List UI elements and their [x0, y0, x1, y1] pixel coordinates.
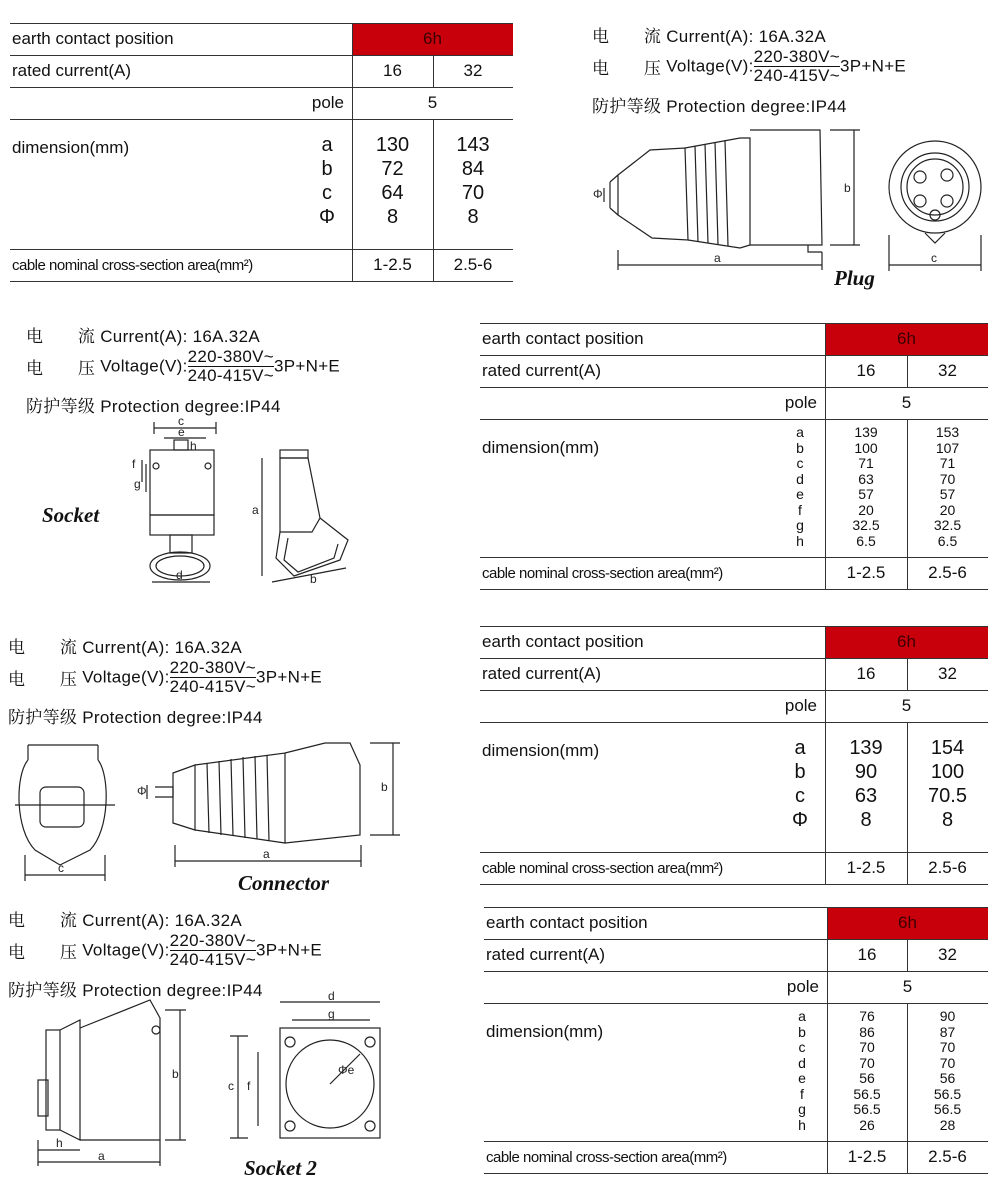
dim-value-32: 70 — [939, 1039, 956, 1055]
voltage-top: 220-380V~ — [187, 347, 274, 366]
dim-key: c — [798, 1039, 806, 1055]
dim-value-32: 153 — [935, 424, 960, 440]
socket2-dim-f: f — [247, 1079, 251, 1093]
socket-dim-g: g — [134, 477, 141, 491]
connector-dim-phi: Φ — [137, 784, 147, 798]
current-label: Current(A): — [100, 327, 188, 346]
protection-label: Protection degree: — [82, 981, 227, 1000]
socket2-caption: Socket 2 — [244, 1156, 317, 1180]
protection-line — [592, 92, 847, 117]
dim-key: a — [796, 424, 804, 440]
connector-caption: Connector — [238, 871, 330, 895]
earth-label: earth contact position — [482, 632, 644, 651]
plug-dim-c: c — [931, 251, 937, 265]
pole-value: 5 — [901, 393, 912, 412]
dim-value-16: 76 — [859, 1008, 875, 1024]
earth-value: 6h — [825, 626, 988, 658]
pole-label: pole — [784, 393, 817, 412]
protection-zh: 防护等级 — [26, 397, 96, 416]
voltage-suffix: 3P+N+E — [274, 356, 341, 376]
rating-32: 32 — [938, 361, 957, 380]
dim-value-32: 8 — [467, 206, 479, 228]
dim-value-32: 70 — [461, 182, 485, 204]
pole-label: pole — [311, 93, 344, 112]
rated-label: rated current(A) — [486, 945, 606, 964]
dim-value-16: 130 — [375, 134, 410, 156]
pole-value: 5 — [427, 93, 438, 112]
connector-side-drawing — [135, 735, 415, 870]
dim-value-32: 143 — [456, 134, 490, 156]
socket-dim-h: h — [190, 439, 197, 453]
dim-32-column — [433, 133, 513, 229]
dim-key: c — [322, 182, 332, 204]
voltage-suffix: 3P+N+E — [840, 56, 907, 76]
socket-caption: Socket — [42, 503, 100, 527]
current-zh: 电 流 — [592, 27, 662, 46]
socket-dim-d: d — [176, 568, 183, 582]
dim-16-column — [825, 425, 907, 549]
socket-side-drawing — [250, 448, 360, 623]
dimension-label: dimension(mm) — [12, 138, 130, 157]
dim-keys-column — [785, 425, 815, 549]
dim-value-16: 63 — [854, 785, 878, 807]
current-value: 16A.32A — [758, 27, 826, 46]
socket-dim-c: c — [178, 414, 184, 428]
dim-key: b — [794, 761, 806, 783]
dim-value-32: 56.5 — [933, 1101, 962, 1117]
earth-label: earth contact position — [12, 29, 174, 48]
cable-16: 1-2.5 — [847, 1147, 887, 1166]
cable-16: 1-2.5 — [373, 255, 412, 274]
dim-key: h — [796, 532, 804, 549]
dim-value-16: 139 — [854, 424, 878, 440]
dim-value-16: 64 — [381, 182, 404, 204]
dim-value-16: 26 — [859, 1116, 875, 1133]
dim-32-column — [907, 425, 988, 549]
rating-16: 16 — [857, 945, 877, 964]
protection-zh: 防护等级 — [592, 97, 662, 116]
dim-value-32: 71 — [939, 455, 956, 471]
dim-value-16: 8 — [860, 809, 872, 831]
dim-value-16: 70 — [859, 1039, 875, 1055]
voltage-top: 220-380V~ — [169, 658, 256, 677]
cable-32: 2.5-6 — [928, 563, 967, 582]
voltage-suffix: 3P+N+E — [256, 667, 323, 687]
pole-value: 5 — [901, 696, 912, 715]
socket-dim-b: b — [310, 572, 317, 586]
dim-value-32: 87 — [939, 1023, 956, 1040]
current-label: Current(A): — [82, 911, 170, 930]
dim-value-16: 63 — [858, 470, 874, 487]
plug-dim-a: a — [714, 251, 721, 265]
protection-label: Protection degree: — [100, 397, 245, 416]
voltage-fraction — [188, 348, 274, 385]
connector-dim-c: c — [58, 861, 64, 875]
voltage-bottom: 240-415V~ — [169, 950, 256, 969]
socket2-side-drawing — [10, 1000, 220, 1170]
voltage-label: Voltage(V): — [100, 356, 188, 376]
protection-label: Protection degree: — [666, 97, 811, 116]
voltage-suffix: 3P+N+E — [256, 940, 323, 960]
current-value: 16A.32A — [174, 638, 242, 657]
dim-key: Φ — [792, 809, 808, 831]
voltage-bottom: 240-415V~ — [753, 66, 840, 85]
dim-value-32: 154 — [930, 737, 965, 759]
voltage-line — [592, 48, 906, 85]
current-zh: 电 流 — [8, 911, 78, 930]
protection-label: Protection degree: — [82, 708, 227, 727]
current-zh: 电 流 — [26, 327, 96, 346]
voltage-line — [26, 348, 340, 385]
rating-16: 16 — [383, 61, 402, 80]
plug-side-drawing — [590, 120, 880, 270]
socket-front-drawing — [130, 416, 240, 591]
protection-value: IP44 — [226, 981, 263, 1000]
connector-dim-b: b — [381, 780, 388, 794]
dim-16-column — [352, 133, 433, 229]
socket2-dim-b: b — [172, 1067, 179, 1081]
dim-value-16: 56 — [859, 1070, 875, 1086]
dim-keys-column — [312, 133, 342, 229]
dim-value-16: 72 — [381, 158, 404, 180]
dim-value-16: 86 — [859, 1023, 875, 1040]
dim-key: b — [796, 439, 804, 456]
voltage-top: 220-380V~ — [753, 47, 840, 66]
dim-key: a — [794, 737, 806, 759]
dim-key: g — [796, 517, 804, 533]
dim-value-16: 139 — [849, 737, 883, 759]
dim-key: b — [321, 158, 333, 180]
socket2-dim-e: Φe — [338, 1063, 355, 1077]
rating-32: 32 — [938, 664, 957, 683]
dim-value-32: 70.5 — [928, 785, 967, 807]
voltage-label: Voltage(V): — [666, 56, 754, 76]
pole-label: pole — [784, 696, 817, 715]
dim-key: a — [321, 134, 333, 156]
dim-value-32: 32.5 — [933, 517, 962, 533]
cable-label: cable nominal cross-section area(mm²) — [482, 859, 723, 877]
socket-dim-f: f — [132, 457, 136, 471]
protection-value: IP44 — [226, 708, 263, 727]
dim-key: d — [796, 470, 804, 487]
dim-value-32: 107 — [935, 439, 960, 456]
current-value: 16A.32A — [192, 327, 260, 346]
pole-value: 5 — [902, 977, 913, 996]
socket2-dim-d: d — [328, 989, 335, 1003]
dim-key: g — [798, 1101, 806, 1117]
earth-label: earth contact position — [486, 913, 648, 932]
earth-value: 6h — [352, 23, 513, 55]
dim-key: f — [800, 1085, 804, 1102]
socket2-dim-g: g — [328, 1007, 335, 1021]
plug-dim-phi: Φ — [593, 187, 603, 201]
earth-value: 6h — [825, 323, 988, 355]
socket2-dim-c: c — [228, 1079, 234, 1093]
dim-32-column — [907, 1009, 988, 1133]
dim-key: a — [798, 1008, 806, 1024]
dim-key: f — [798, 501, 802, 518]
dim-value-32: 70 — [939, 1054, 956, 1071]
dim-value-32: 57 — [939, 486, 956, 502]
dim-value-16: 20 — [858, 501, 874, 518]
socket-dim-a: a — [252, 503, 259, 517]
cable-label: cable nominal cross-section area(mm²) — [12, 256, 253, 274]
current-value: 16A.32A — [174, 911, 242, 930]
earth-value: 6h — [827, 907, 988, 939]
voltage-bottom: 240-415V~ — [187, 366, 274, 385]
dim-key: c — [796, 455, 804, 471]
cable-32: 2.5-6 — [928, 1147, 967, 1166]
cable-label: cable nominal cross-section area(mm²) — [486, 1148, 727, 1166]
voltage-label: Voltage(V): — [82, 667, 170, 687]
rating-32: 32 — [463, 61, 483, 80]
voltage-fraction — [170, 659, 256, 696]
dim-value-32: 100 — [930, 761, 965, 783]
dim-value-32: 56 — [939, 1070, 956, 1086]
dim-key: c — [795, 785, 805, 807]
protection-zh: 防护等级 — [8, 708, 78, 727]
cable-16: 1-2.5 — [846, 563, 886, 582]
dim-key: e — [798, 1070, 806, 1086]
plug-dim-b: b — [844, 181, 851, 195]
dim-key: b — [798, 1023, 806, 1040]
plug-caption: Plug — [834, 266, 875, 290]
dim-value-16: 8 — [386, 206, 399, 228]
current-line — [26, 322, 260, 347]
current-label: Current(A): — [82, 638, 170, 657]
dim-value-16: 70 — [859, 1054, 875, 1071]
pole-label: pole — [786, 977, 819, 996]
dim-key: Φ — [319, 206, 335, 228]
dim-value-32: 70 — [939, 470, 956, 487]
current-line — [592, 22, 826, 47]
voltage-line — [8, 659, 322, 696]
cable-label: cable nominal cross-section area(mm²) — [482, 564, 723, 582]
dimension-label: dimension(mm) — [482, 438, 600, 457]
voltage-zh: 电 压 — [8, 670, 78, 689]
dim-32-column — [907, 736, 988, 832]
dim-value-16: 90 — [854, 761, 878, 783]
rated-label: rated current(A) — [482, 664, 602, 683]
current-line — [8, 906, 242, 931]
plug-front-drawing — [885, 125, 985, 275]
rating-16: 16 — [856, 361, 876, 380]
current-zh: 电 流 — [8, 638, 78, 657]
protection-value: IP44 — [810, 97, 847, 116]
cable-32: 2.5-6 — [453, 255, 493, 274]
dim-value-32: 8 — [941, 809, 954, 831]
current-label: Current(A): — [666, 27, 754, 46]
dim-key: e — [796, 486, 804, 502]
rated-label: rated current(A) — [482, 361, 602, 380]
dim-value-32: 84 — [461, 158, 485, 180]
voltage-label: Voltage(V): — [82, 940, 170, 960]
dim-value-16: 100 — [854, 439, 878, 456]
voltage-line — [8, 932, 322, 969]
connector-front-drawing — [10, 735, 130, 885]
dimension-label: dimension(mm) — [486, 1022, 604, 1041]
protection-line — [8, 703, 263, 728]
voltage-bottom: 240-415V~ — [169, 677, 256, 696]
dim-keys-column — [787, 1009, 817, 1133]
voltage-zh: 电 压 — [8, 943, 78, 962]
dim-key: d — [798, 1054, 806, 1071]
protection-line — [26, 392, 281, 417]
dim-value-32: 56.5 — [933, 1085, 962, 1102]
dim-value-16: 71 — [858, 455, 874, 471]
voltage-fraction — [754, 48, 840, 85]
dim-16-column — [825, 736, 907, 832]
earth-label: earth contact position — [482, 329, 644, 348]
dim-value-32: 6.5 — [937, 532, 958, 549]
cable-16: 1-2.5 — [846, 858, 886, 877]
dimension-label: dimension(mm) — [482, 741, 600, 760]
voltage-top: 220-380V~ — [169, 931, 256, 950]
rating-32: 32 — [938, 945, 957, 964]
protection-zh: 防护等级 — [8, 981, 78, 1000]
voltage-fraction — [170, 932, 256, 969]
dim-16-column — [827, 1009, 907, 1133]
dim-value-16: 57 — [858, 486, 874, 502]
dim-value-16: 56.5 — [853, 1085, 881, 1102]
dim-keys-column — [785, 736, 815, 832]
socket2-dim-a: a — [98, 1149, 105, 1163]
dim-value-32: 90 — [939, 1008, 956, 1024]
dim-value-32: 20 — [939, 501, 956, 518]
connector-dim-a: a — [263, 847, 270, 861]
voltage-zh: 电 压 — [592, 59, 662, 78]
dim-value-16: 56.5 — [853, 1101, 881, 1117]
dim-value-16: 6.5 — [856, 532, 876, 549]
cable-32: 2.5-6 — [928, 858, 967, 877]
dim-value-32: 28 — [939, 1116, 956, 1133]
dim-value-16: 32.5 — [852, 517, 880, 533]
current-line — [8, 633, 242, 658]
socket-dim-e: e — [178, 425, 185, 439]
rating-16: 16 — [856, 664, 876, 683]
voltage-zh: 电 压 — [26, 359, 96, 378]
rated-label: rated current(A) — [12, 61, 132, 80]
dim-key: h — [798, 1116, 806, 1133]
socket2-dim-h: h — [56, 1136, 63, 1150]
protection-value: IP44 — [244, 397, 281, 416]
